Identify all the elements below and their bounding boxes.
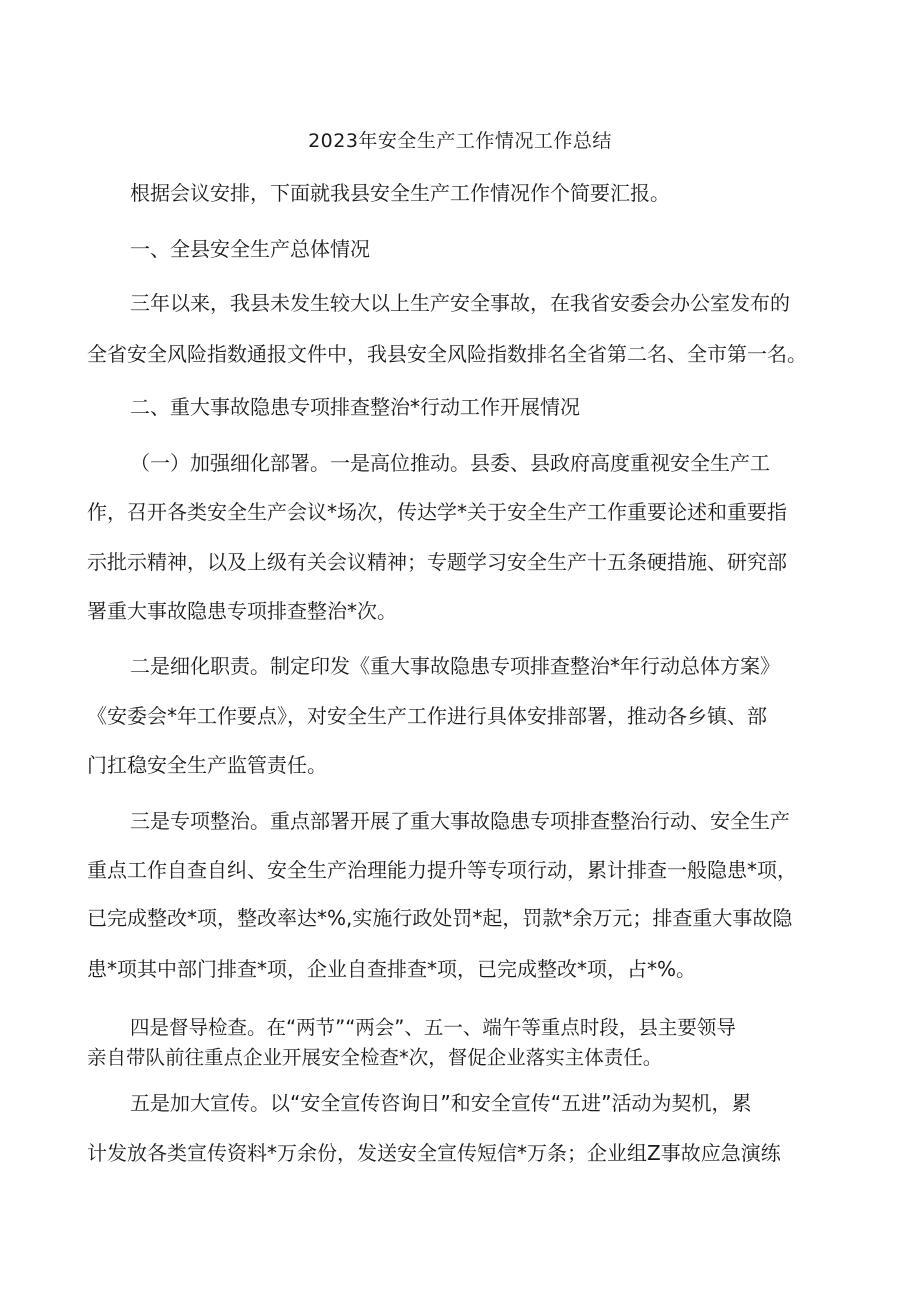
- paragraph-line: 署重大事故隐患专项排查整治*次。: [87, 599, 397, 623]
- paragraph-line: 根据会议安排，下面就我县安全生产工作情况作个简要汇报。: [130, 181, 670, 205]
- paragraph-line: 全省安全风险指数通报文件中，我县安全风险指数排名全省第二名、全市第一名。: [87, 342, 807, 366]
- paragraph-line: 重点工作自查自纠、安全生产治理能力提升等专项行动，累计排查一般隐患*项，: [87, 858, 797, 882]
- paragraph-line: 已完成整改*项，整改率达*%,实施行政处罚*起，罚款*余万元；排查重大事故隐: [87, 906, 793, 930]
- paragraph-line: 三年以来，我县未发生较大以上生产安全事故，在我省安委会办公室发布的: [130, 291, 790, 315]
- section-heading: 二、重大事故隐患专项排查整治*行动工作开展情况: [130, 395, 580, 419]
- paragraph-line: 四是督导检查。在“两节”“两会”、五一、端午等重点时段，县主要领导: [130, 1016, 736, 1039]
- paragraph-line: 计发放各类宣传资料*万余份，发送安全宣传短信*万条；企业组Z事故应急演练: [87, 1141, 781, 1165]
- paragraph-line: 门扛稳安全生产监管责任。: [87, 753, 327, 777]
- paragraph-line: 作，召开各类安全生产会议*场次，传达学*关于安全生产工作重要论述和重要指: [87, 500, 787, 524]
- paragraph-line: 患*项其中部门排查*项，企业自查排查*项，已完成整改*项，占*%。: [87, 957, 697, 981]
- paragraph-line: 五是加大宣传。以“安全宣传咨询日”和安全宣传“五进”活动为契机，累: [130, 1091, 752, 1115]
- section-heading: 一、全县安全生产总体情况: [130, 237, 370, 261]
- paragraph-line: 二是细化职责。制定印发《重大事故隐患专项排查整治*年行动总体方案》: [130, 654, 780, 678]
- document-title: 2023年安全生产工作情况工作总结: [308, 130, 612, 152]
- paragraph-line: 示批示精神，以及上级有关会议精神；专题学习安全生产十五条硬措施、研究部: [87, 550, 787, 574]
- paragraph-line: 《安委会*年工作要点》，对安全生产工作进行具体安排部署，推动各乡镇、部: [87, 704, 767, 728]
- paragraph-line: 三是专项整治。重点部署开展了重大事故隐患专项排查整治行动、安全生产: [130, 809, 790, 833]
- paragraph-line: 亲自带队前往重点企业开展安全检查*次，督促企业落实主体责任。: [87, 1046, 663, 1069]
- paragraph-line: （一）加强细化部署。一是高位推动。县委、县政府高度重视安全生产工: [130, 451, 770, 475]
